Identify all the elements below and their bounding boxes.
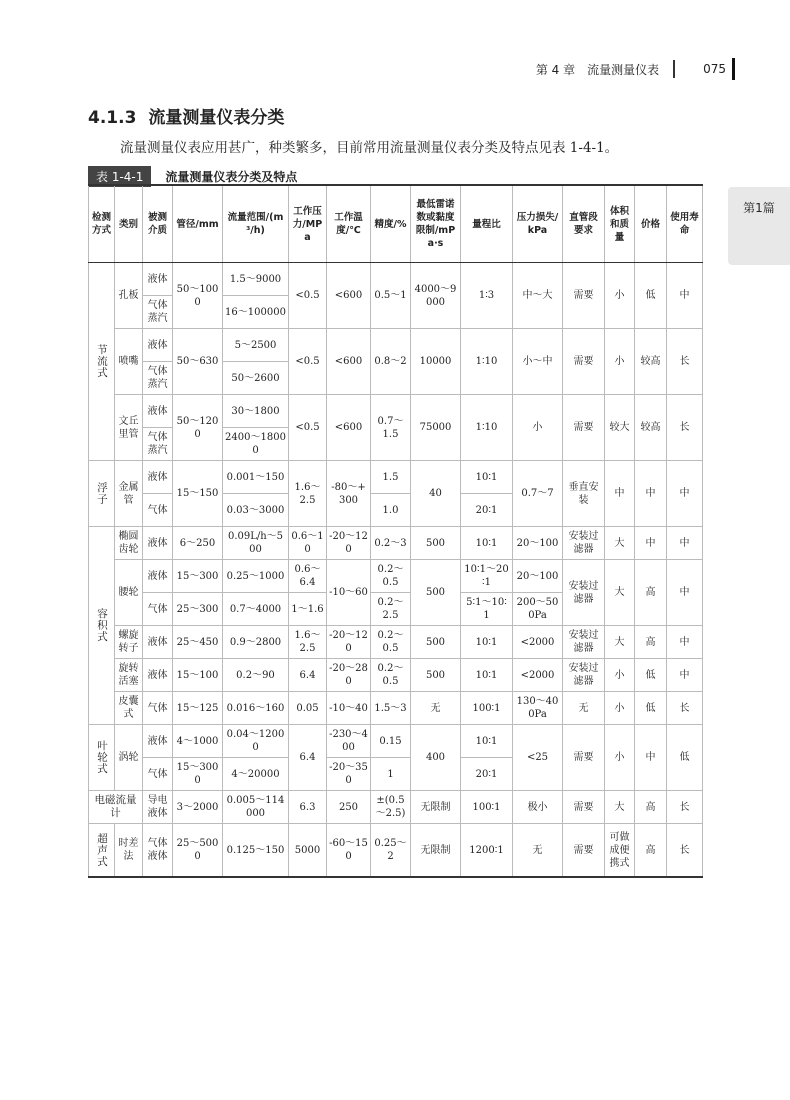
- chapter-title: 第 4 章 流量测量仪表: [535, 62, 660, 77]
- cell: 长: [667, 692, 703, 725]
- cell: 0.09L/h～500: [223, 527, 289, 560]
- cell: 低: [667, 725, 703, 791]
- part-side-tab[interactable]: 第1篇: [728, 187, 790, 265]
- cell: 500: [411, 560, 461, 626]
- cell: <0.5: [289, 329, 327, 395]
- section-heading: [88, 103, 284, 128]
- table-row: [89, 395, 703, 428]
- cell: 25～300: [173, 593, 223, 626]
- cell: 安装过滤器: [563, 626, 605, 659]
- group-cell: [89, 725, 115, 791]
- cell: 大: [605, 626, 635, 659]
- cell: 0.001～150: [223, 461, 289, 494]
- group-label: 节流式: [96, 344, 108, 379]
- table-row: [89, 791, 703, 824]
- cell: <0.5: [289, 263, 327, 329]
- cell: 喷嘴: [115, 329, 143, 395]
- cell: 6.4: [289, 659, 327, 692]
- cell: 无: [411, 692, 461, 725]
- cell: 0.05: [289, 692, 327, 725]
- col-header: 检测方式: [89, 185, 115, 263]
- cell: 15～100: [173, 659, 223, 692]
- cell: 液体: [143, 461, 173, 494]
- cell: 长: [667, 329, 703, 395]
- table-title: 流量测量仪表分类及特点: [165, 170, 298, 184]
- cell: 较高: [635, 395, 667, 461]
- cell: 75000: [411, 395, 461, 461]
- cell: 10∶1～20∶1: [461, 560, 513, 593]
- cell: 1∶10: [461, 329, 513, 395]
- cell: 液体: [143, 659, 173, 692]
- cell: 0.2～0.5: [371, 560, 411, 593]
- table-row: [89, 527, 703, 560]
- cell: 6.4: [289, 725, 327, 791]
- cell: -60～150: [327, 824, 371, 878]
- cell: 涡轮: [115, 725, 143, 791]
- cell: 腰轮: [115, 560, 143, 626]
- cell: 0.04～12000: [223, 725, 289, 758]
- cell: 中: [667, 461, 703, 527]
- cell: 400: [411, 725, 461, 791]
- cell: 中: [635, 461, 667, 527]
- cell: 6.3: [289, 791, 327, 824]
- cell: 中: [635, 527, 667, 560]
- cell: <2000: [513, 626, 563, 659]
- group-label: 容积式: [96, 608, 108, 643]
- cell: 0.03～3000: [223, 494, 289, 527]
- cell: 较高: [635, 329, 667, 395]
- cell: 大: [605, 560, 635, 626]
- cell: 0.8～2: [371, 329, 411, 395]
- cell: ±(0.5～2.5): [371, 791, 411, 824]
- cell: 中: [667, 659, 703, 692]
- cell: 3～2000: [173, 791, 223, 824]
- cell: 无: [513, 824, 563, 878]
- cell: 20∶1: [461, 758, 513, 791]
- running-header: [536, 58, 735, 80]
- cell: 需要: [563, 329, 605, 395]
- table-row: [89, 461, 703, 494]
- group-cell: [89, 461, 115, 527]
- cell: 时差法: [115, 824, 143, 878]
- group-label: 叶轮式: [96, 740, 108, 775]
- cell: 孔板: [115, 263, 143, 329]
- cell: 高: [635, 824, 667, 878]
- cell: 1200∶1: [461, 824, 513, 878]
- cell: 200～500Pa: [513, 593, 563, 626]
- cell: -10～60: [327, 560, 371, 626]
- cell: 低: [635, 692, 667, 725]
- col-header: 最低雷诺数或黏度限制/mPa·s: [411, 185, 461, 263]
- col-header: 精度/%: [371, 185, 411, 263]
- col-header: 压力损失/kPa: [513, 185, 563, 263]
- cell: 导电液体: [143, 791, 173, 824]
- cell: 15～300: [173, 560, 223, 593]
- cell: 15～3000: [173, 758, 223, 791]
- cell: 需要: [563, 824, 605, 878]
- cell: 液体: [143, 560, 173, 593]
- cell: 0.6～6.4: [289, 560, 327, 593]
- cell: 50～630: [173, 329, 223, 395]
- cell: 1∶3: [461, 263, 513, 329]
- cell: 0.125～150: [223, 824, 289, 878]
- cell: 气体蒸汽: [143, 296, 173, 329]
- cell: -80～+300: [327, 461, 371, 527]
- cell: 5000: [289, 824, 327, 878]
- cell: 高: [635, 560, 667, 626]
- cell: 安装过滤器: [563, 560, 605, 626]
- group-cell: 电磁流量计: [89, 791, 143, 824]
- cell: 20∶1: [461, 494, 513, 527]
- flowmeter-table: [88, 184, 703, 878]
- cell: 0.2～0.5: [371, 626, 411, 659]
- cell: 较大: [605, 395, 635, 461]
- col-header: 直管段要求: [563, 185, 605, 263]
- cell: 16～100000: [223, 296, 289, 329]
- cell: 500: [411, 659, 461, 692]
- table-row: [89, 692, 703, 725]
- cell: 1.0: [371, 494, 411, 527]
- cell: 0.5～1: [371, 263, 411, 329]
- cell: 25～450: [173, 626, 223, 659]
- cell: 气体: [143, 494, 173, 527]
- cell: 小: [605, 725, 635, 791]
- cell: 130～400Pa: [513, 692, 563, 725]
- cell: 4～20000: [223, 758, 289, 791]
- section-number: 4.1.3: [88, 108, 137, 128]
- cell: 50～2600: [223, 362, 289, 395]
- cell: 40: [411, 461, 461, 527]
- cell: 5～2500: [223, 329, 289, 362]
- table-row: [89, 626, 703, 659]
- cell: 长: [667, 791, 703, 824]
- cell: 旋转活塞: [115, 659, 143, 692]
- col-header: 流量范围/(m³/h): [223, 185, 289, 263]
- cell: 大: [605, 791, 635, 824]
- cell: 螺旋转子: [115, 626, 143, 659]
- cell: 安装过滤器: [563, 659, 605, 692]
- cell: 中: [667, 527, 703, 560]
- cell: 0.15: [371, 725, 411, 758]
- group-cell: [89, 527, 115, 725]
- cell: 20～100: [513, 527, 563, 560]
- table-row: [89, 263, 703, 296]
- cell: 气体: [143, 692, 173, 725]
- cell: 0.2～3: [371, 527, 411, 560]
- col-header: 被测介质: [143, 185, 173, 263]
- cell: <2000: [513, 659, 563, 692]
- group-label: 超声式: [96, 832, 108, 868]
- cell: -20～120: [327, 626, 371, 659]
- cell: 安装过滤器: [563, 527, 605, 560]
- cell: 10∶1: [461, 461, 513, 494]
- cell: <25: [513, 725, 563, 791]
- cell: 0.016～160: [223, 692, 289, 725]
- cell: 1.5～3: [371, 692, 411, 725]
- cell: 100∶1: [461, 692, 513, 725]
- cell: -230～400: [327, 725, 371, 758]
- cell: 低: [635, 659, 667, 692]
- cell: 小: [605, 329, 635, 395]
- col-header: 价格: [635, 185, 667, 263]
- header-mark: [732, 58, 735, 80]
- cell: 低: [635, 263, 667, 329]
- cell: 液体: [143, 626, 173, 659]
- cell: 1.5: [371, 461, 411, 494]
- col-header: 工作温度/℃: [327, 185, 371, 263]
- cell: 4000～9000: [411, 263, 461, 329]
- cell: 30～1800: [223, 395, 289, 428]
- cell: 10000: [411, 329, 461, 395]
- cell: 高: [635, 626, 667, 659]
- page-number: 075: [703, 62, 726, 76]
- cell: 金属管: [115, 461, 143, 527]
- cell: 0.2～0.5: [371, 659, 411, 692]
- cell: 需要: [563, 395, 605, 461]
- cell: 25～5000: [173, 824, 223, 878]
- cell: 可做成便携式: [605, 824, 635, 878]
- cell: 4～1000: [173, 725, 223, 758]
- cell: 气体液体: [143, 824, 173, 878]
- cell: 0.25～1000: [223, 560, 289, 593]
- col-header: 管径/mm: [173, 185, 223, 263]
- cell: 20～100: [513, 560, 563, 593]
- cell: -20～280: [327, 659, 371, 692]
- cell: 15～150: [173, 461, 223, 527]
- cell: 中: [667, 626, 703, 659]
- cell: 长: [667, 395, 703, 461]
- cell: 500: [411, 527, 461, 560]
- cell: 小～中: [513, 329, 563, 395]
- cell: 液体: [143, 263, 173, 296]
- cell: 长: [667, 824, 703, 878]
- cell: 1.6～2.5: [289, 626, 327, 659]
- cell: 需要: [563, 791, 605, 824]
- cell: 中: [635, 725, 667, 791]
- cell: 0.7～1.5: [371, 395, 411, 461]
- col-header: 工作压力/MPa: [289, 185, 327, 263]
- cell: <0.5: [289, 395, 327, 461]
- cell: 10∶1: [461, 527, 513, 560]
- cell: 50～1200: [173, 395, 223, 461]
- cell: -10～40: [327, 692, 371, 725]
- cell: 中: [667, 560, 703, 626]
- cell: 5∶1～10∶1: [461, 593, 513, 626]
- cell: 1～1.6: [289, 593, 327, 626]
- table-row: [89, 824, 703, 878]
- cell: <600: [327, 395, 371, 461]
- section-title: 流量测量仪表分类: [148, 108, 285, 128]
- cell: 2400～18000: [223, 428, 289, 461]
- cell: 1: [371, 758, 411, 791]
- cell: 中～大: [513, 263, 563, 329]
- cell: 0.25～2: [371, 824, 411, 878]
- group-label: 浮子: [96, 482, 108, 505]
- table-row: [89, 329, 703, 362]
- cell: 液体: [143, 329, 173, 362]
- cell: 气体: [143, 593, 173, 626]
- table-header-row: [89, 185, 703, 263]
- cell: 极小: [513, 791, 563, 824]
- intro-paragraph: 流量测量仪表应用甚广，种类繁多，目前常用流量测量仪表分类及特点见表 1-4-1。: [120, 140, 619, 156]
- cell: 0.7～4000: [223, 593, 289, 626]
- header-divider: [673, 60, 675, 78]
- cell: 需要: [563, 725, 605, 791]
- group-cell: [89, 263, 115, 461]
- cell: 0.2～2.5: [371, 593, 411, 626]
- cell: 垂直安装: [563, 461, 605, 527]
- cell: 10∶1: [461, 725, 513, 758]
- cell: 液体: [143, 725, 173, 758]
- cell: 无限制: [411, 791, 461, 824]
- cell: 需要: [563, 263, 605, 329]
- col-header: 使用寿命: [667, 185, 703, 263]
- cell: 气体: [143, 758, 173, 791]
- cell: 0.2～90: [223, 659, 289, 692]
- table-number-tag: 表 1-4-1: [88, 166, 151, 187]
- cell: 椭圆齿轮: [115, 527, 143, 560]
- cell: 15～125: [173, 692, 223, 725]
- cell: 500: [411, 626, 461, 659]
- table-row: [89, 560, 703, 593]
- cell: 0.005～114000: [223, 791, 289, 824]
- table-row: [89, 725, 703, 758]
- cell: 10∶1: [461, 626, 513, 659]
- cell: 小: [605, 263, 635, 329]
- cell: 小: [513, 395, 563, 461]
- cell: 中: [667, 263, 703, 329]
- group-cell: [89, 824, 115, 878]
- cell: 50～1000: [173, 263, 223, 329]
- cell: 液体: [143, 395, 173, 428]
- cell: 250: [327, 791, 371, 824]
- cell: 小: [605, 692, 635, 725]
- cell: 皮囊式: [115, 692, 143, 725]
- cell: 高: [635, 791, 667, 824]
- cell: 0.7～7: [513, 461, 563, 527]
- cell: 文丘里管: [115, 395, 143, 461]
- cell: 100∶1: [461, 791, 513, 824]
- cell: 大: [605, 527, 635, 560]
- cell: 6～250: [173, 527, 223, 560]
- cell: 1.6～2.5: [289, 461, 327, 527]
- table-row: [89, 659, 703, 692]
- cell: 0.9～2800: [223, 626, 289, 659]
- cell: 无限制: [411, 824, 461, 878]
- cell: 液体: [143, 527, 173, 560]
- cell: <600: [327, 263, 371, 329]
- cell: 无: [563, 692, 605, 725]
- col-header: 类别: [115, 185, 143, 263]
- cell: 0.6～10: [289, 527, 327, 560]
- cell: 1∶10: [461, 395, 513, 461]
- col-header: 量程比: [461, 185, 513, 263]
- cell: 小: [605, 659, 635, 692]
- cell: 中: [605, 461, 635, 527]
- cell: 气体蒸汽: [143, 428, 173, 461]
- cell: -20～120: [327, 527, 371, 560]
- cell: -20～350: [327, 758, 371, 791]
- cell: 气体蒸汽: [143, 362, 173, 395]
- cell: <600: [327, 329, 371, 395]
- col-header: 体积和质量: [605, 185, 635, 263]
- cell: 10∶1: [461, 659, 513, 692]
- cell: 1.5～9000: [223, 263, 289, 296]
